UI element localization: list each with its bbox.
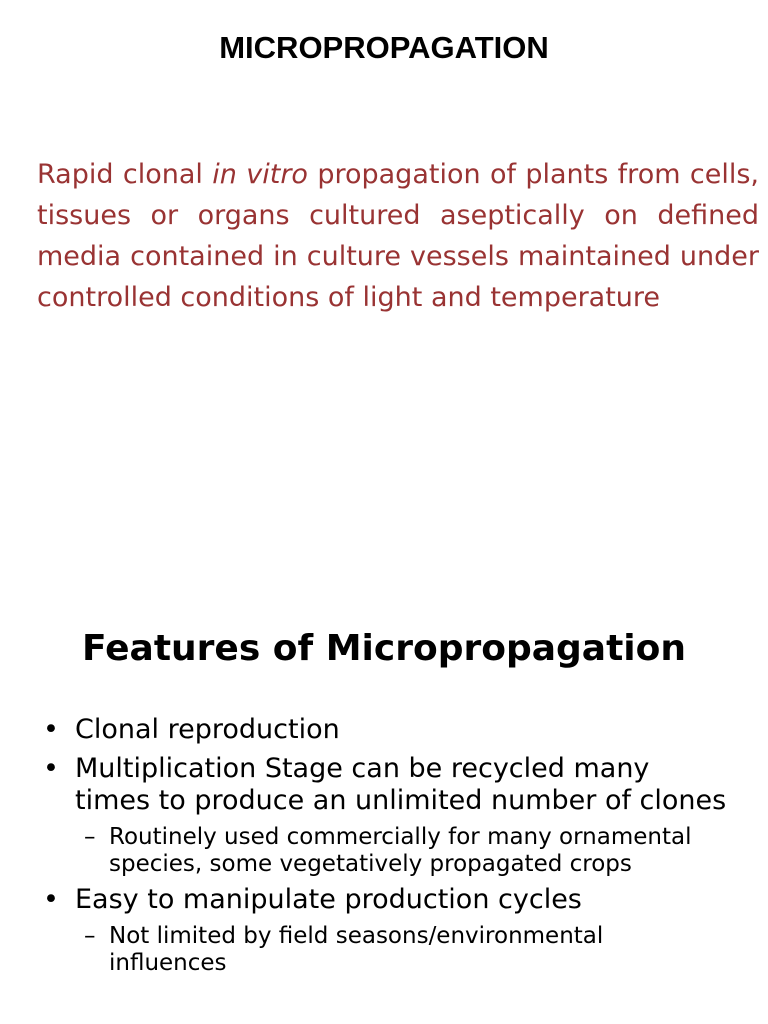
sub-bullet-marker: – <box>84 923 96 949</box>
features-list <box>0 714 768 983</box>
bullet-marker: • <box>43 884 59 915</box>
slide-title: MICROPROPAGATION <box>219 30 549 65</box>
bullet-marker: • <box>43 753 59 784</box>
bullet-marker: • <box>43 714 59 745</box>
sub-bullet-text: Not limited by field seasons/environmental influences <box>109 923 604 976</box>
bullet-text: Multiplication Stage can be recycled many times to produce an unlimited number of clones <box>75 753 727 816</box>
sub-bullet-item <box>0 824 768 878</box>
bullet-item <box>0 714 768 746</box>
slide-title: Features of Micropropagation <box>81 628 687 669</box>
definition-prefix: Rapid clonal <box>37 159 213 190</box>
sub-bullet-text: Routinely used commercially for many ornamental species, some vegetatively propagated crops <box>109 824 692 877</box>
bullet-item <box>0 753 768 817</box>
sub-bullet-marker: – <box>84 824 96 850</box>
bullet-item <box>0 884 768 916</box>
definition-suffix: propagation of plants from cells, tissues or organs cultured aseptically on defined media contained in culture vessels maintained under controlled conditions of light and temperature <box>37 159 759 313</box>
definition-italic-term: in vitro <box>212 159 308 190</box>
bullet-text: Easy to manipulate production cycles <box>75 884 582 915</box>
definition-text <box>37 154 759 318</box>
sub-bullet-item <box>0 923 768 977</box>
bullet-text: Clonal reproduction <box>75 714 340 745</box>
slide-features <box>0 576 768 1024</box>
